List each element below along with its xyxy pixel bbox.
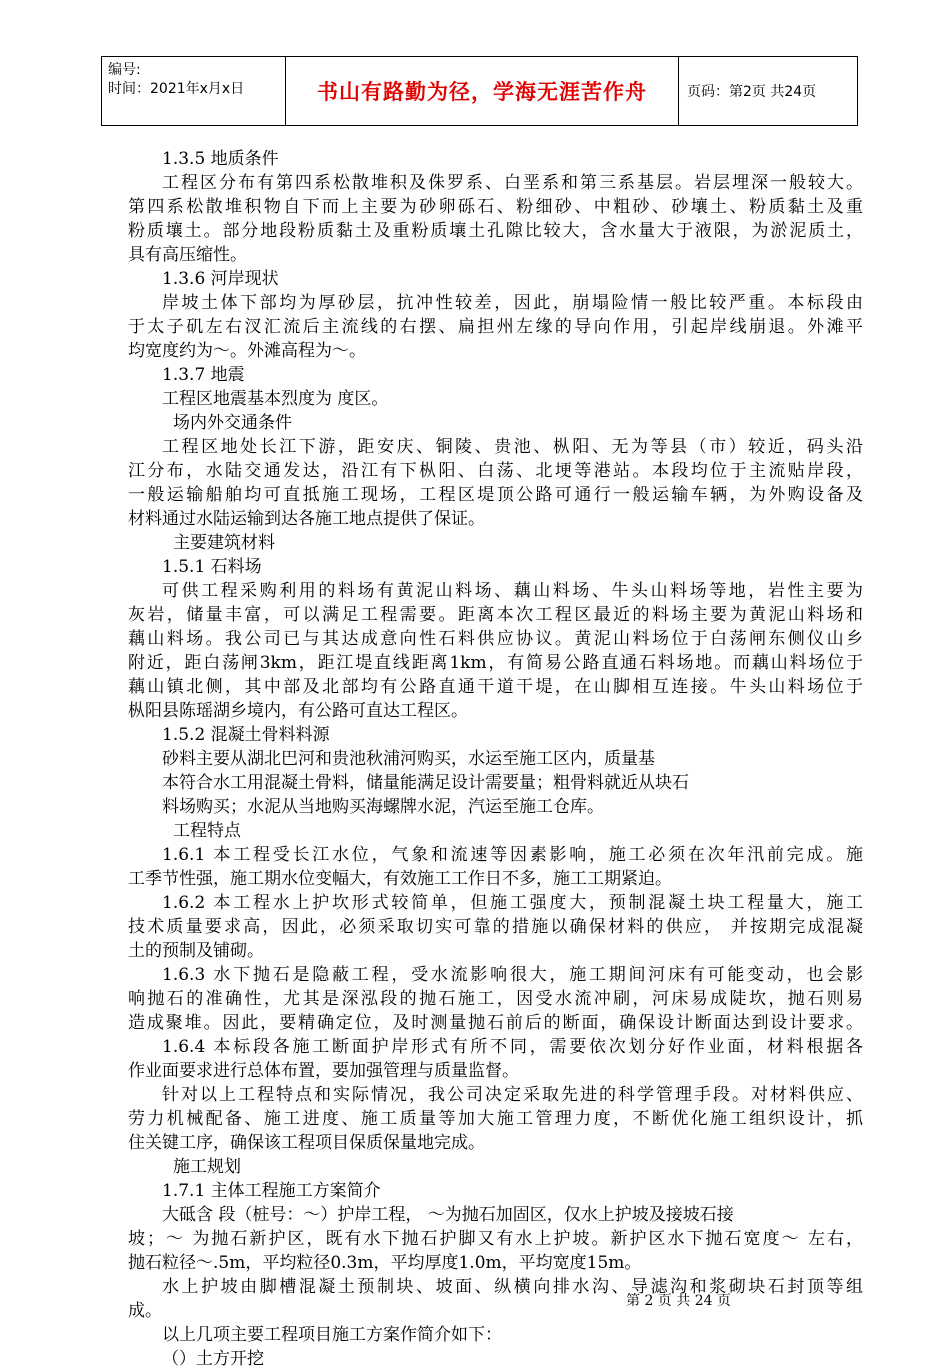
number-label: 编号:: [108, 62, 141, 78]
text-line: 第四系松散堆积物自下而上主要为砂卵砾石、粉细砂、中粗砂、砂壤土、粉质黏土及重: [128, 197, 863, 217]
text-line: 粉质壤土。部分地段粉质黏土及重粉质壤土孔隙比较大，含水量大于液限，为淤泥质土，: [128, 221, 863, 241]
text-line: 1.5.2 混凝土骨料料源: [162, 725, 330, 745]
text-line: 一般运输船舶均可直抵施工现场，工程区堤顶公路可通行一般运输车辆，为外购设备及: [128, 485, 863, 505]
text-line: 主要建筑材料: [173, 533, 275, 553]
text-line: 工程区地震基本烈度为 度区。: [162, 389, 389, 409]
text-line: 大砥含 段（桩号：～）护岸工程， ～为抛石加固区，仅水上护坡及接坡石接: [162, 1205, 734, 1225]
text-line: 材料通过水陆运输到达各施工地点提供了保证。: [128, 509, 485, 529]
document-body: [128, 147, 863, 1371]
header-meta: [102, 57, 286, 125]
text-line: 1.6.4 本标段各施工断面护岸形式有所不同，需要依次划分好作业面，材料根据各: [162, 1037, 863, 1057]
text-line: 劳力机械配备、施工进度、施工质量等加大施工管理力度，不断优化施工组织设计，抓: [128, 1109, 863, 1129]
text-line: 水上护坡由脚槽混凝土预制块、坡面、纵横向排水沟、导滤沟和浆砌块石封顶等组: [162, 1277, 863, 1297]
text-line: 以上几项主要工程项目施工方案作简介如下：: [162, 1325, 502, 1345]
text-line: 1.6.2 本工程水上护坎形式较简单，但施工强度大，预制混凝土块工程量大，施工: [162, 893, 863, 913]
text-line: 坡；～ 为抛石新护区，既有水下抛石护脚又有水上护坡。新护区水下抛石宽度～ 左右，: [128, 1229, 863, 1249]
text-line: 本符合水工用混凝土骨料，储量能满足设计需要量；粗骨料就近从块石: [162, 773, 689, 793]
header-motto: 书山有路勤为径，学海无涯苦作舟: [286, 57, 679, 125]
text-line: 造成聚堆。因此，要精确定位，及时测量抛石前后的断面，确保设计断面达到设计要求。: [128, 1013, 863, 1033]
text-line: 作业面要求进行总体布置，要加强管理与质量监督。: [128, 1061, 519, 1081]
text-line: 附近，距白荡闸3km，距江堤直线距离1km，有简易公路直通石料场地。而藕山料场位于: [128, 653, 863, 673]
text-line: 1.6.1 本工程受长江水位，气象和流速等因素影响，施工必须在次年汛前完成。施: [162, 845, 863, 865]
text-line: 1.6.3 水下抛石是隐蔽工程，受水流影响很大，施工期间河床有可能变动，也会影: [162, 965, 863, 985]
text-line: 江分布，水陆交通发达，沿江有下枞阳、白荡、北埂等港站。本段均位于主流贴岸段，: [128, 461, 863, 481]
text-line: 1.3.7 地震: [162, 365, 245, 385]
text-line: 工程区地处长江下游，距安庆、铜陵、贵池、枞阳、无为等县（市）较近，码头沿: [162, 437, 863, 457]
text-line: 1.5.1 石料场: [162, 557, 262, 577]
text-line: 工程区分布有第四系松散堆积及侏罗系、白垩系和第三系基层。岩层埋深一般较大。: [162, 173, 863, 193]
text-line: 成。: [128, 1301, 162, 1321]
text-line: 藕山镇北侧，其中部及北部均有公路直通干道干堤，在山脚相互连接。牛头山料场位于: [128, 677, 863, 697]
text-line: 针对以上工程特点和实际情况，我公司决定采取先进的科学管理手段。对材料供应、: [162, 1085, 863, 1105]
text-line: 可供工程采购利用的料场有黄泥山料场、藕山料场、牛头山料场等地，岩性主要为: [162, 581, 863, 601]
text-line: 工季节性强，施工期水位变幅大，有效施工工作日不多，施工工期紧迫。: [128, 869, 672, 889]
text-line: 抛石粒径～.5m，平均粒径0.3m，平均厚度1.0m，平均宽度15m。: [128, 1253, 642, 1273]
text-line: 响抛石的准确性，尤其是深泓段的抛石施工，因受水流冲刷，河床易成陡坎，抛石则易: [128, 989, 863, 1009]
text-line: 具有高压缩性。: [128, 245, 247, 265]
text-line: 工程特点: [173, 821, 241, 841]
text-line: 均宽度约为～。外滩高程为～。: [128, 341, 366, 361]
text-line: 料场购买；水泥从当地购买海螺牌水泥，汽运至施工仓库。: [162, 797, 604, 817]
text-line: 1.7.1 主体工程施工方案简介: [162, 1181, 381, 1201]
text-line: 藕山料场。我公司已与其达成意向性石料供应协议。黄泥山料场位于白荡闸东侧仪山乡: [128, 629, 863, 649]
text-line: 砂料主要从湖北巴河和贵池秋浦河购买，水运至施工区内，质量基: [162, 749, 655, 769]
text-line: 1.3.6 河岸现状: [162, 269, 279, 289]
page-footer: 第 2 页 共 24 页: [626, 1293, 731, 1309]
text-line: 土的预制及铺砌。: [128, 941, 264, 961]
text-line: 住关键工序，确保该工程项目保质保量地完成。: [128, 1133, 485, 1153]
text-line: 1.3.5 地质条件: [162, 149, 279, 169]
time-label: 时间：2021年x月x日: [108, 81, 245, 97]
text-line: 施工规划: [173, 1157, 241, 1177]
text-line: 于太子矶左右汊汇流后主流线的右摆、扁担州左缘的导向作用，引起岸线崩退。外滩平: [128, 317, 863, 337]
page-header: [101, 56, 858, 126]
text-line: （）土方开挖: [162, 1349, 264, 1369]
text-line: 灰岩，储量丰富，可以满足工程需要。距离本次工程区最近的料场主要为黄泥山料场和: [128, 605, 863, 625]
text-line: 技术质量要求高，因此，必须采取切实可靠的措施以确保材料的供应， 并按期完成混凝: [128, 917, 863, 937]
header-page-info: 页码：第2页 共24页: [687, 84, 817, 100]
text-line: 枞阳县陈瑶湖乡境内，有公路可直达工程区。: [128, 701, 468, 721]
text-line: 场内外交通条件: [173, 413, 292, 433]
text-line: 岸坡土体下部均为厚砂层，抗冲性较差，因此，崩塌险情一般比较严重。本标段由: [162, 293, 863, 313]
